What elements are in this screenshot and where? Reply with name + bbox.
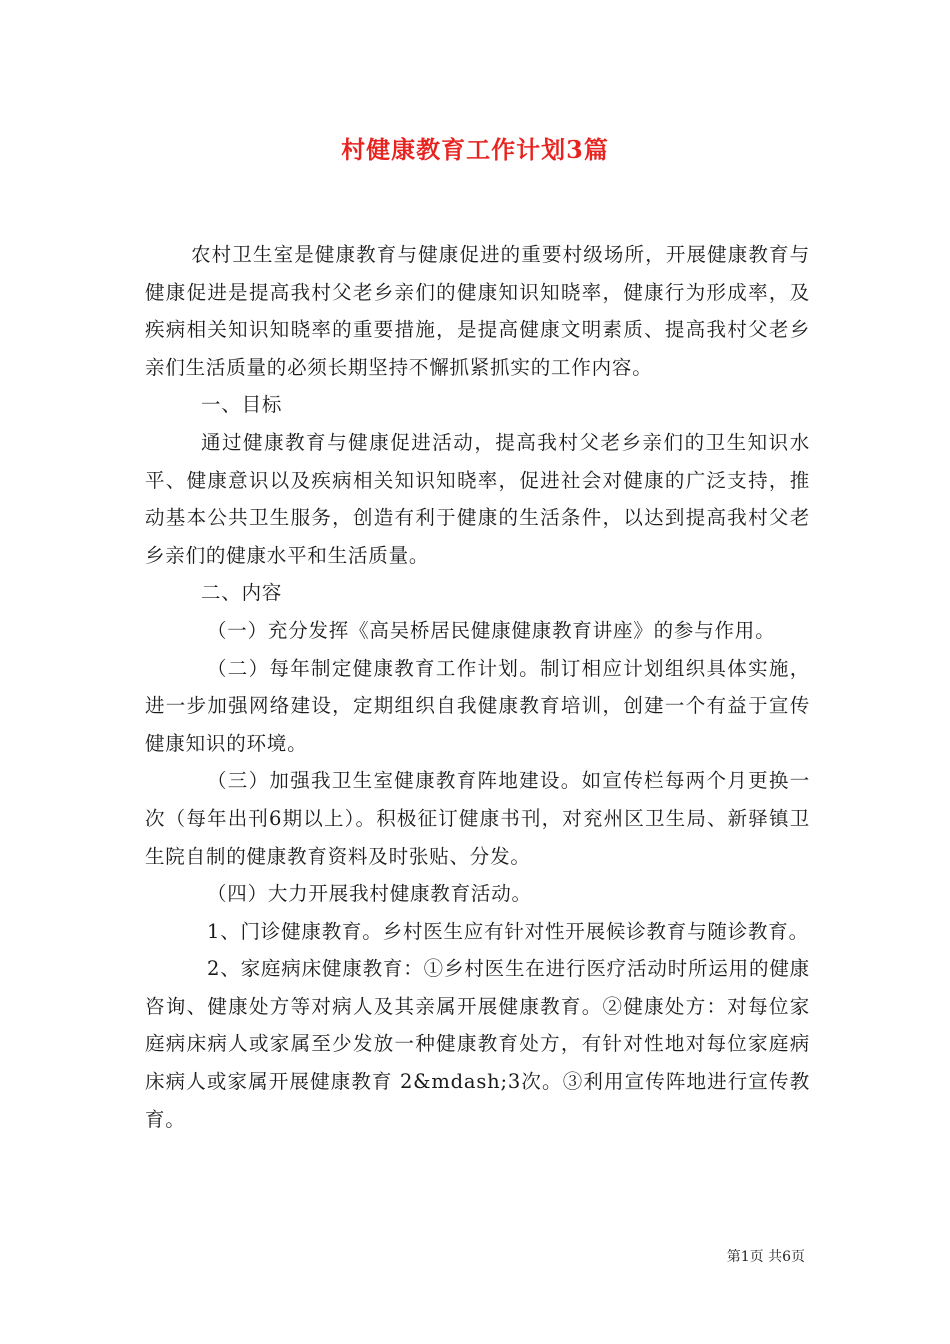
page-number: 第1页 共6页: [726, 1249, 805, 1265]
activity-item-2: 2、家庭病床健康教育：①乡村医生在进行医疗活动时所运用的健康咨询、健康处方等对病人及其亲属开展健康教育。②健康处方：对每位家庭病床病人或家属至少发放一种健康教育处方，有针对性地对每位家庭病床病人或家属开展健康教育 2&mdash;3次。③利用宣传阵地进行宣传教育。: [145, 957, 810, 1131]
document-body: [145, 236, 810, 1138]
activity-item-1: 1、门诊健康教育。乡村医生应有针对性开展候诊教育与随诊教育。: [207, 919, 809, 943]
section-heading-goals: 一、目标: [201, 393, 283, 417]
goals-paragraph: 通过健康教育与健康促进活动，提高我村父老乡亲们的卫生知识水平、健康意识以及疾病相关知识知晓率，促进社会对健康的广泛支持，推动基本公共卫生服务，创造有利于健康的生活条件，以达到提高我村父老乡亲们的健康水平和生活质量。: [145, 430, 810, 567]
section-heading-content: 二、内容: [201, 581, 283, 605]
content-item-2: （二）每年制定健康教育工作计划。制订相应计划组织具体实施，进一步加强网络建设，定期组织自我健康教育培训，创建一个有益于宣传健康知识的环境。: [145, 656, 810, 755]
content-item-4: （四）大力开展我村健康教育活动。: [207, 882, 532, 906]
intro-paragraph: 农村卫生室是健康教育与健康促进的重要村级场所，开展健康教育与健康促进是提高我村父老乡亲们的健康知识知晓率，健康行为形成率，及疾病相关知识知晓率的重要措施，是提高健康文明素质、提高我村父老乡亲们生活质量的必须长期坚持不懈抓紧抓实的工作内容。: [145, 243, 810, 379]
document-title: 村健康教育工作计划3篇: [341, 135, 609, 164]
content-item-3: （三）加强我卫生室健康教育阵地建设。如宣传栏每两个月更换一次（每年出刊6期以上）。积极征订健康书刊，对兖州区卫生局、新驿镇卫生院自制的健康教育资料及时张贴、分发。: [145, 769, 810, 868]
content-item-1: （一）充分发挥《高吴桥居民健康健康教育讲座》的参与作用。: [207, 618, 776, 642]
